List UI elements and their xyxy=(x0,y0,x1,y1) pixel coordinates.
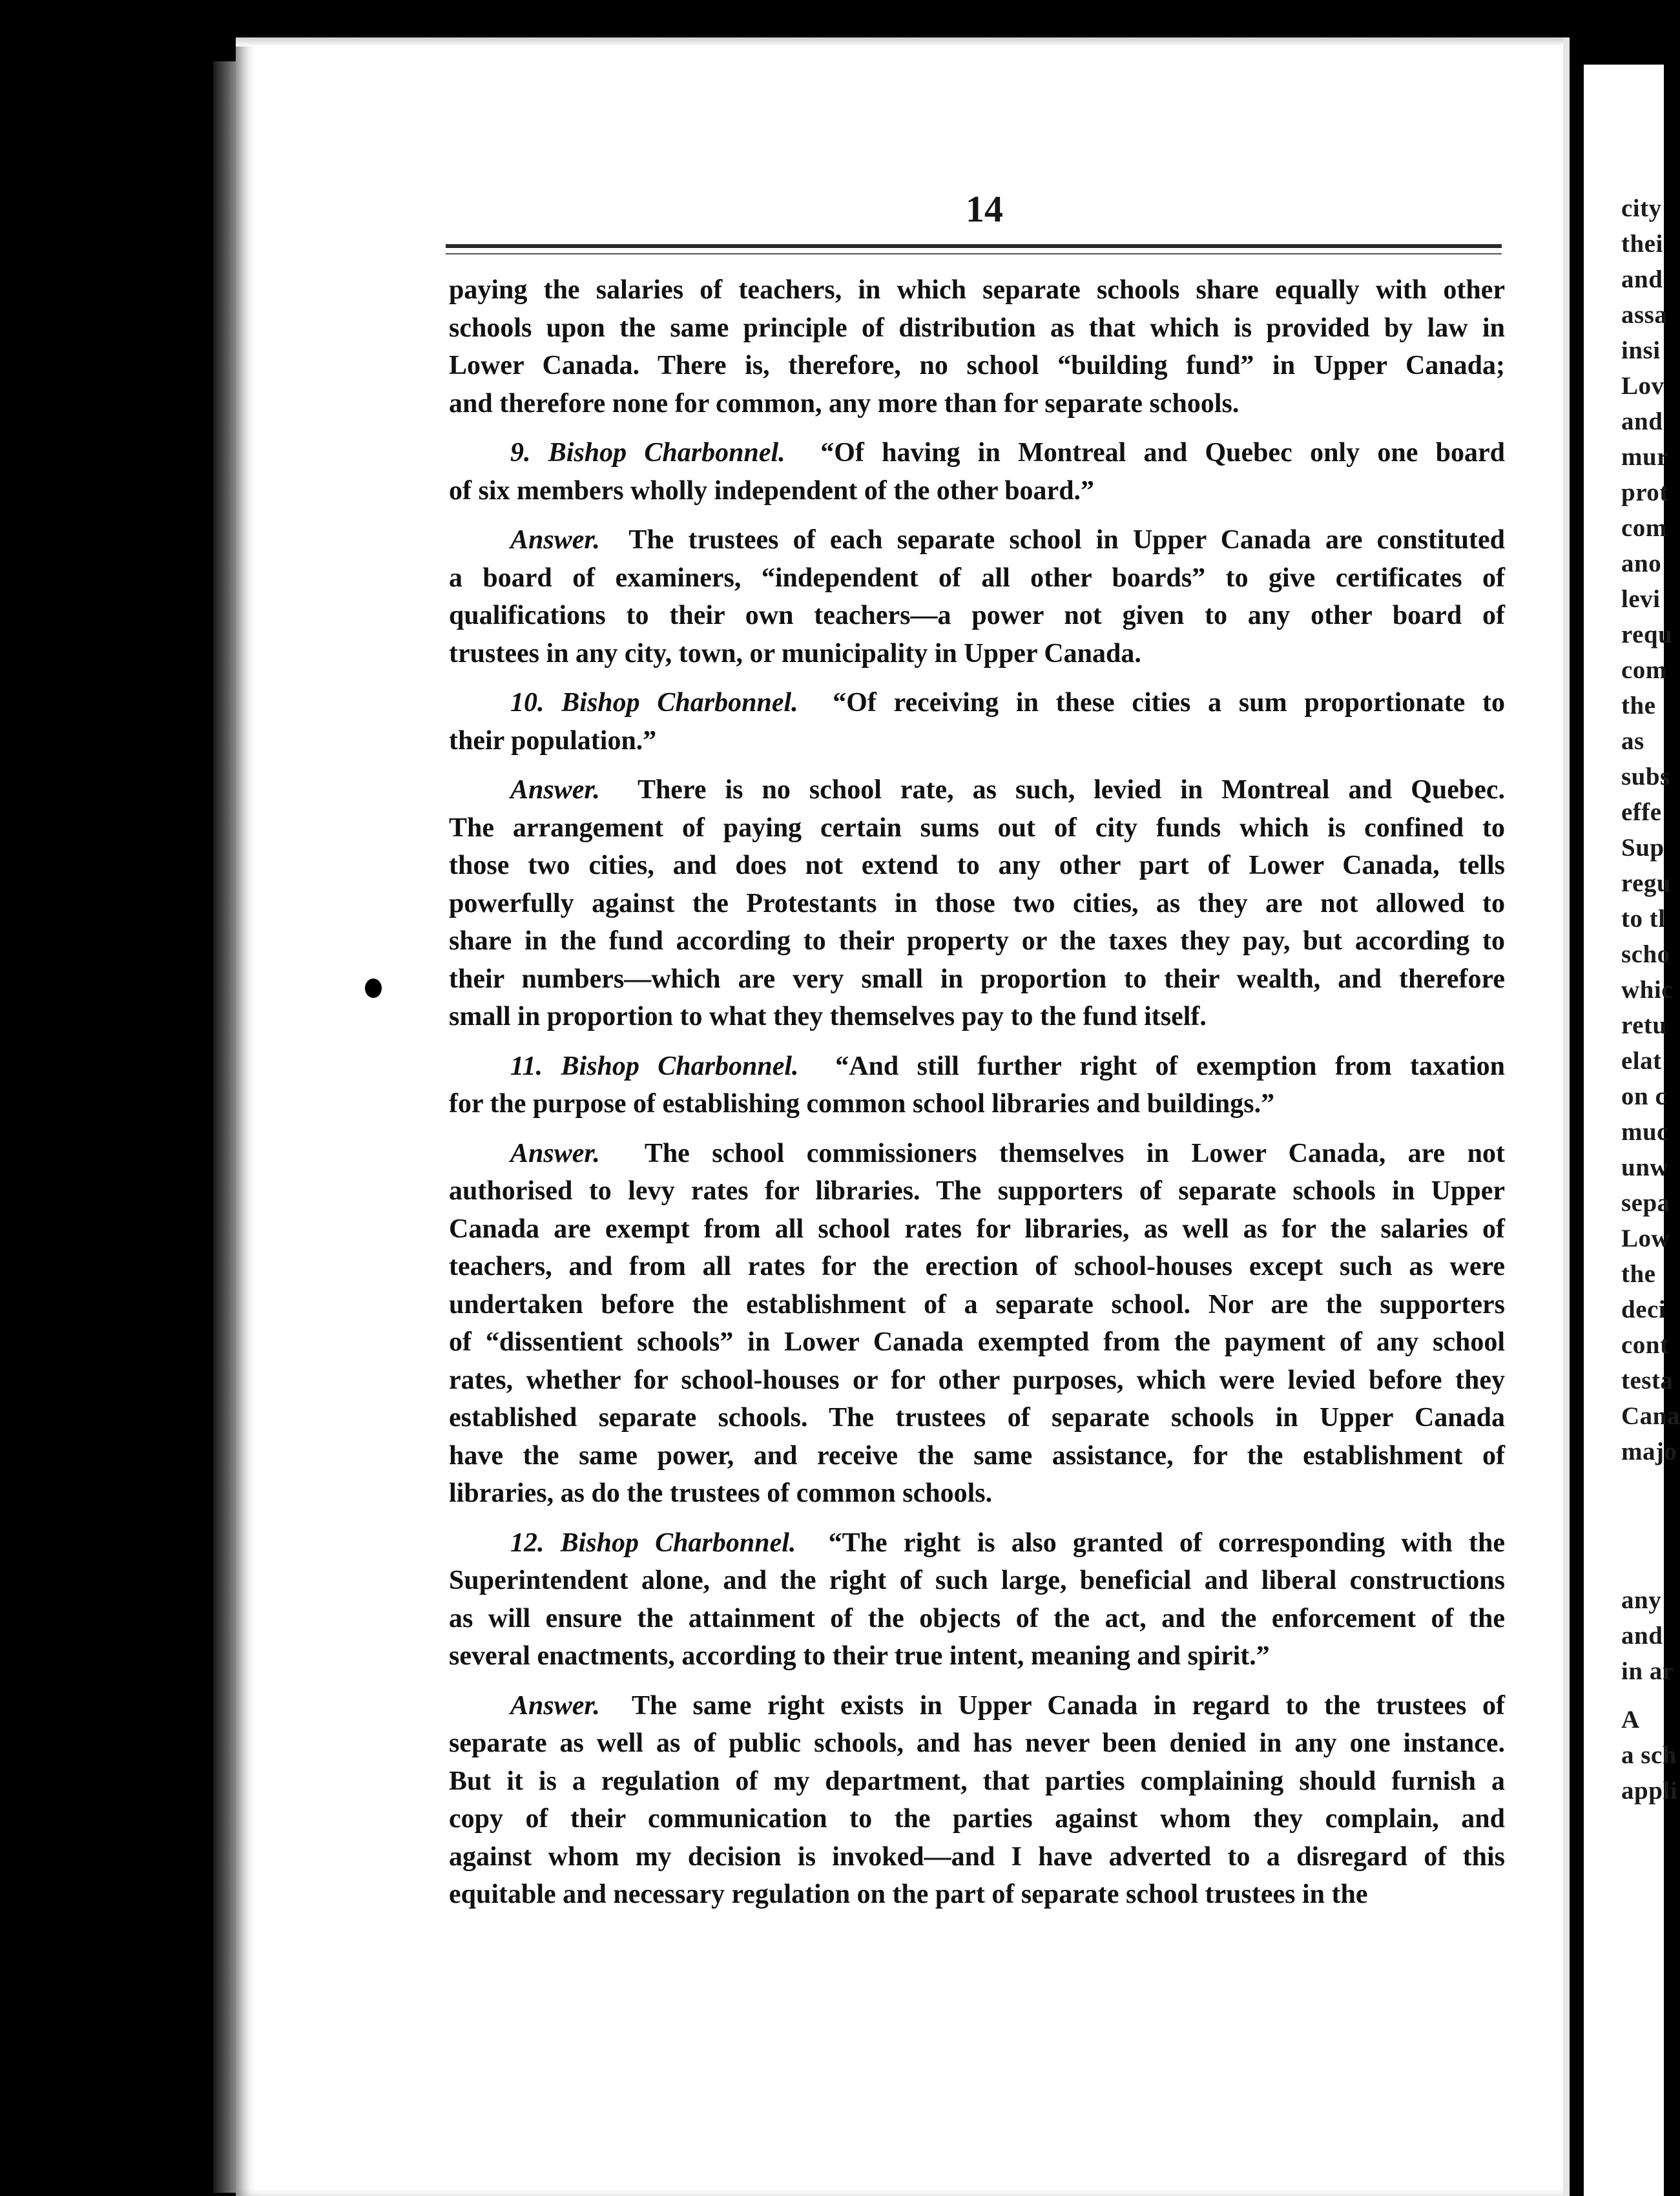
facing-page-text: to tl xyxy=(1621,905,1666,933)
paragraph xyxy=(449,1048,1505,1123)
text-line: those two cities, and does not extend to any other part of Lower Canada, tells xyxy=(449,851,1505,880)
answer-label: Answer. xyxy=(510,1690,600,1721)
text-line: their numbers—which are very small in proportion to their wealth, and therefore xyxy=(449,964,1505,994)
facing-page-text: on c xyxy=(1621,1082,1667,1110)
facing-page-text: scho xyxy=(1621,940,1670,968)
facing-page-text: elat xyxy=(1621,1047,1662,1075)
text-line: copy of their communication to the parties against whom they complain, and xyxy=(449,1804,1505,1834)
facing-page-text: requ xyxy=(1621,621,1673,648)
text-line: for the purpose of establishing common school libraries and buildings.” xyxy=(449,1089,1275,1119)
facing-page-text: regu xyxy=(1621,869,1672,897)
text-line: trustees in any city, town, or municipality in Upper Canada. xyxy=(449,638,1141,668)
facing-page-text: the xyxy=(1621,692,1656,720)
facing-page-fragment xyxy=(1584,65,1680,2196)
quote-text: “The right is also granted of corresponding with the xyxy=(828,1528,1505,1558)
facing-page-text: insi xyxy=(1621,337,1661,364)
speaker-label: 9. Bishop Charbonnel. xyxy=(510,438,785,468)
text-line: against whom my decision is invoked—and I have adverted to a disregard of this xyxy=(449,1841,1505,1872)
facing-page-text: unw xyxy=(1621,1154,1669,1181)
text-line: separate as well as of public schools, and has never been denied in any one instance. xyxy=(449,1728,1505,1758)
facing-page-text: Sup xyxy=(1621,834,1664,862)
facing-page-text: in ar xyxy=(1621,1657,1674,1685)
facing-page-text: thei xyxy=(1621,230,1663,258)
text-line: a board of examiners, “independent of all other boards” to give certificates of xyxy=(449,563,1505,593)
text-line: qualifications to their own teachers—a power not given to any other board of xyxy=(449,601,1505,630)
facing-page-text: A xyxy=(1621,1706,1640,1734)
text-line: undertaken before the establishment of a separate school. Nor are the supporters xyxy=(449,1289,1505,1320)
facing-page-text: as xyxy=(1621,727,1644,755)
paragraph xyxy=(449,521,1505,672)
facing-page-text: the xyxy=(1621,1260,1656,1288)
header-rule-thin xyxy=(446,253,1502,254)
facing-page-text: com xyxy=(1621,656,1667,684)
answer-text: The trustees of each separate school in Upper Canada are constituted xyxy=(628,525,1506,555)
facing-page-text: cont xyxy=(1621,1331,1669,1359)
text-line: teachers, and from all rates for the erection of school-houses except such as were xyxy=(449,1252,1505,1281)
facing-page-text: muc xyxy=(1621,1118,1668,1146)
text-line: paying the salaries of teachers, in which separate schools share equally with other xyxy=(449,275,1505,305)
text-line: equitable and necessary regulation on the part of separate school trustees in the xyxy=(449,1880,1368,1909)
ink-blot xyxy=(365,979,382,998)
facing-page-text: sepa xyxy=(1621,1189,1670,1217)
text-line: Superintendent alone, and the right of such large, beneficial and liberal constructions xyxy=(449,1566,1505,1595)
facing-page-text: and xyxy=(1621,1622,1663,1650)
text-line: small in proportion to what they themselves pay to the fund itself. xyxy=(449,1002,1207,1031)
facing-page-text: prot xyxy=(1621,479,1668,506)
facing-page-text: majo xyxy=(1621,1438,1677,1466)
text-line: their population.” xyxy=(449,725,657,756)
text-line: several enactments, according to their true intent, meaning and spirit.” xyxy=(449,1641,1270,1671)
facing-page-text: whic xyxy=(1621,976,1673,1004)
text-line: and therefore none for common, any more than for separate schools. xyxy=(449,388,1239,419)
text-line: authorised to levy rates for libraries. The supporters of separate schools in Upper xyxy=(449,1176,1505,1206)
book-spine-shadow xyxy=(213,61,239,2193)
text-line: as will ensure the attainment of the objects of the act, and the enforcement of the xyxy=(449,1603,1505,1633)
facing-page-text: retu xyxy=(1621,1011,1667,1039)
text-line: of six members wholly independent of the other board.” xyxy=(449,475,1095,506)
text-line: of “dissentient schools” in Lower Canada exempted from the payment of any school xyxy=(449,1327,1505,1357)
body-text xyxy=(449,271,1505,1914)
text-line xyxy=(449,1048,1505,1086)
facing-page-text: subs xyxy=(1621,763,1670,791)
quote-text: “Of receiving in these cities a sum proportionate to xyxy=(833,688,1505,718)
text-line: rates, whether for school-houses or for other purposes, which were levied before they xyxy=(449,1365,1505,1395)
answer-text: The school commissioners themselves in Lower Canada, are not xyxy=(644,1138,1505,1168)
text-line: powerfully against the Protestants in those two cities, as they are not allowed to xyxy=(449,888,1505,918)
answer-label: Answer. xyxy=(510,775,600,805)
text-line xyxy=(449,1687,1505,1725)
speaker-label: 11. Bishop Charbonnel. xyxy=(510,1051,799,1081)
facing-page-text: appli xyxy=(1621,1777,1678,1805)
quote-text: “Of having in Montreal and Quebec only one board xyxy=(820,438,1505,468)
facing-page-text: Lov xyxy=(1621,372,1664,400)
facing-page-text: and xyxy=(1621,408,1663,435)
speaker-label: 12. Bishop Charbonnel. xyxy=(510,1528,796,1558)
text-line: Canada are exempt from all school rates for libraries, as well as for the salaries of xyxy=(449,1214,1505,1244)
paragraph xyxy=(449,1687,1505,1914)
facing-page-text: and xyxy=(1621,265,1663,293)
text-line: libraries, as do the trustees of common schools. xyxy=(449,1478,993,1508)
paragraph xyxy=(449,271,1505,422)
text-line xyxy=(449,434,1505,472)
paragraph xyxy=(449,1524,1505,1675)
speaker-label: 10. Bishop Charbonnel. xyxy=(510,688,798,718)
quote-text: “And still further right of exemption from taxation xyxy=(835,1051,1506,1081)
facing-page-text: com xyxy=(1621,514,1667,542)
paragraph xyxy=(449,684,1505,760)
facing-page-text: a sch xyxy=(1621,1741,1677,1769)
paragraph xyxy=(449,771,1505,1036)
paragraph xyxy=(449,434,1505,510)
page-number: 14 xyxy=(966,188,1003,230)
answer-text: There is no school rate, as such, levied in Montreal and Quebec. xyxy=(637,775,1505,805)
book-gutter xyxy=(1570,36,1584,2196)
facing-page-text: ano xyxy=(1621,550,1662,577)
facing-page-text: assa xyxy=(1621,301,1668,329)
facing-page-text: Low xyxy=(1621,1225,1670,1252)
facing-page-text: levi xyxy=(1621,585,1661,613)
page-right-edge xyxy=(1563,37,1570,2196)
text-line: established separate schools. The trustees of separate schools in Upper Canada xyxy=(449,1403,1505,1433)
text-line xyxy=(449,771,1505,809)
text-line xyxy=(449,684,1505,722)
facing-page-text: deci xyxy=(1621,1296,1666,1323)
page-top-edge xyxy=(236,37,1563,47)
facing-page-text: city xyxy=(1621,194,1662,222)
answer-label: Answer. xyxy=(510,525,600,555)
answer-text: The same right exists in Upper Canada in regard to the trustees of xyxy=(631,1690,1506,1721)
facing-page-text: Cana xyxy=(1621,1402,1680,1430)
facing-page-text: any xyxy=(1621,1586,1662,1614)
text-line: But it is a regulation of my department, that parties complaining should furnish a xyxy=(449,1766,1505,1796)
text-line: The arrangement of paying certain sums out of city funds which is confined to xyxy=(449,813,1505,843)
text-line: have the same power, and receive the same assistance, for the establishment of xyxy=(449,1440,1505,1471)
paragraph xyxy=(449,1135,1505,1513)
header-rule xyxy=(446,244,1502,248)
text-line: Lower Canada. There is, therefore, no school “building fund” in Upper Canada; xyxy=(449,351,1505,380)
text-line: schools upon the same principle of distribution as that which is provided by law in xyxy=(449,313,1505,343)
answer-label: Answer. xyxy=(510,1138,600,1168)
text-line xyxy=(449,1524,1505,1562)
facing-page-text: mur xyxy=(1621,443,1668,471)
text-line xyxy=(449,521,1505,559)
facing-page-text: effe xyxy=(1621,798,1662,826)
facing-page-text: testa xyxy=(1621,1367,1674,1394)
text-line xyxy=(449,1135,1505,1173)
text-line: share in the fund according to their property or the taxes they pay, but according to xyxy=(449,926,1505,956)
